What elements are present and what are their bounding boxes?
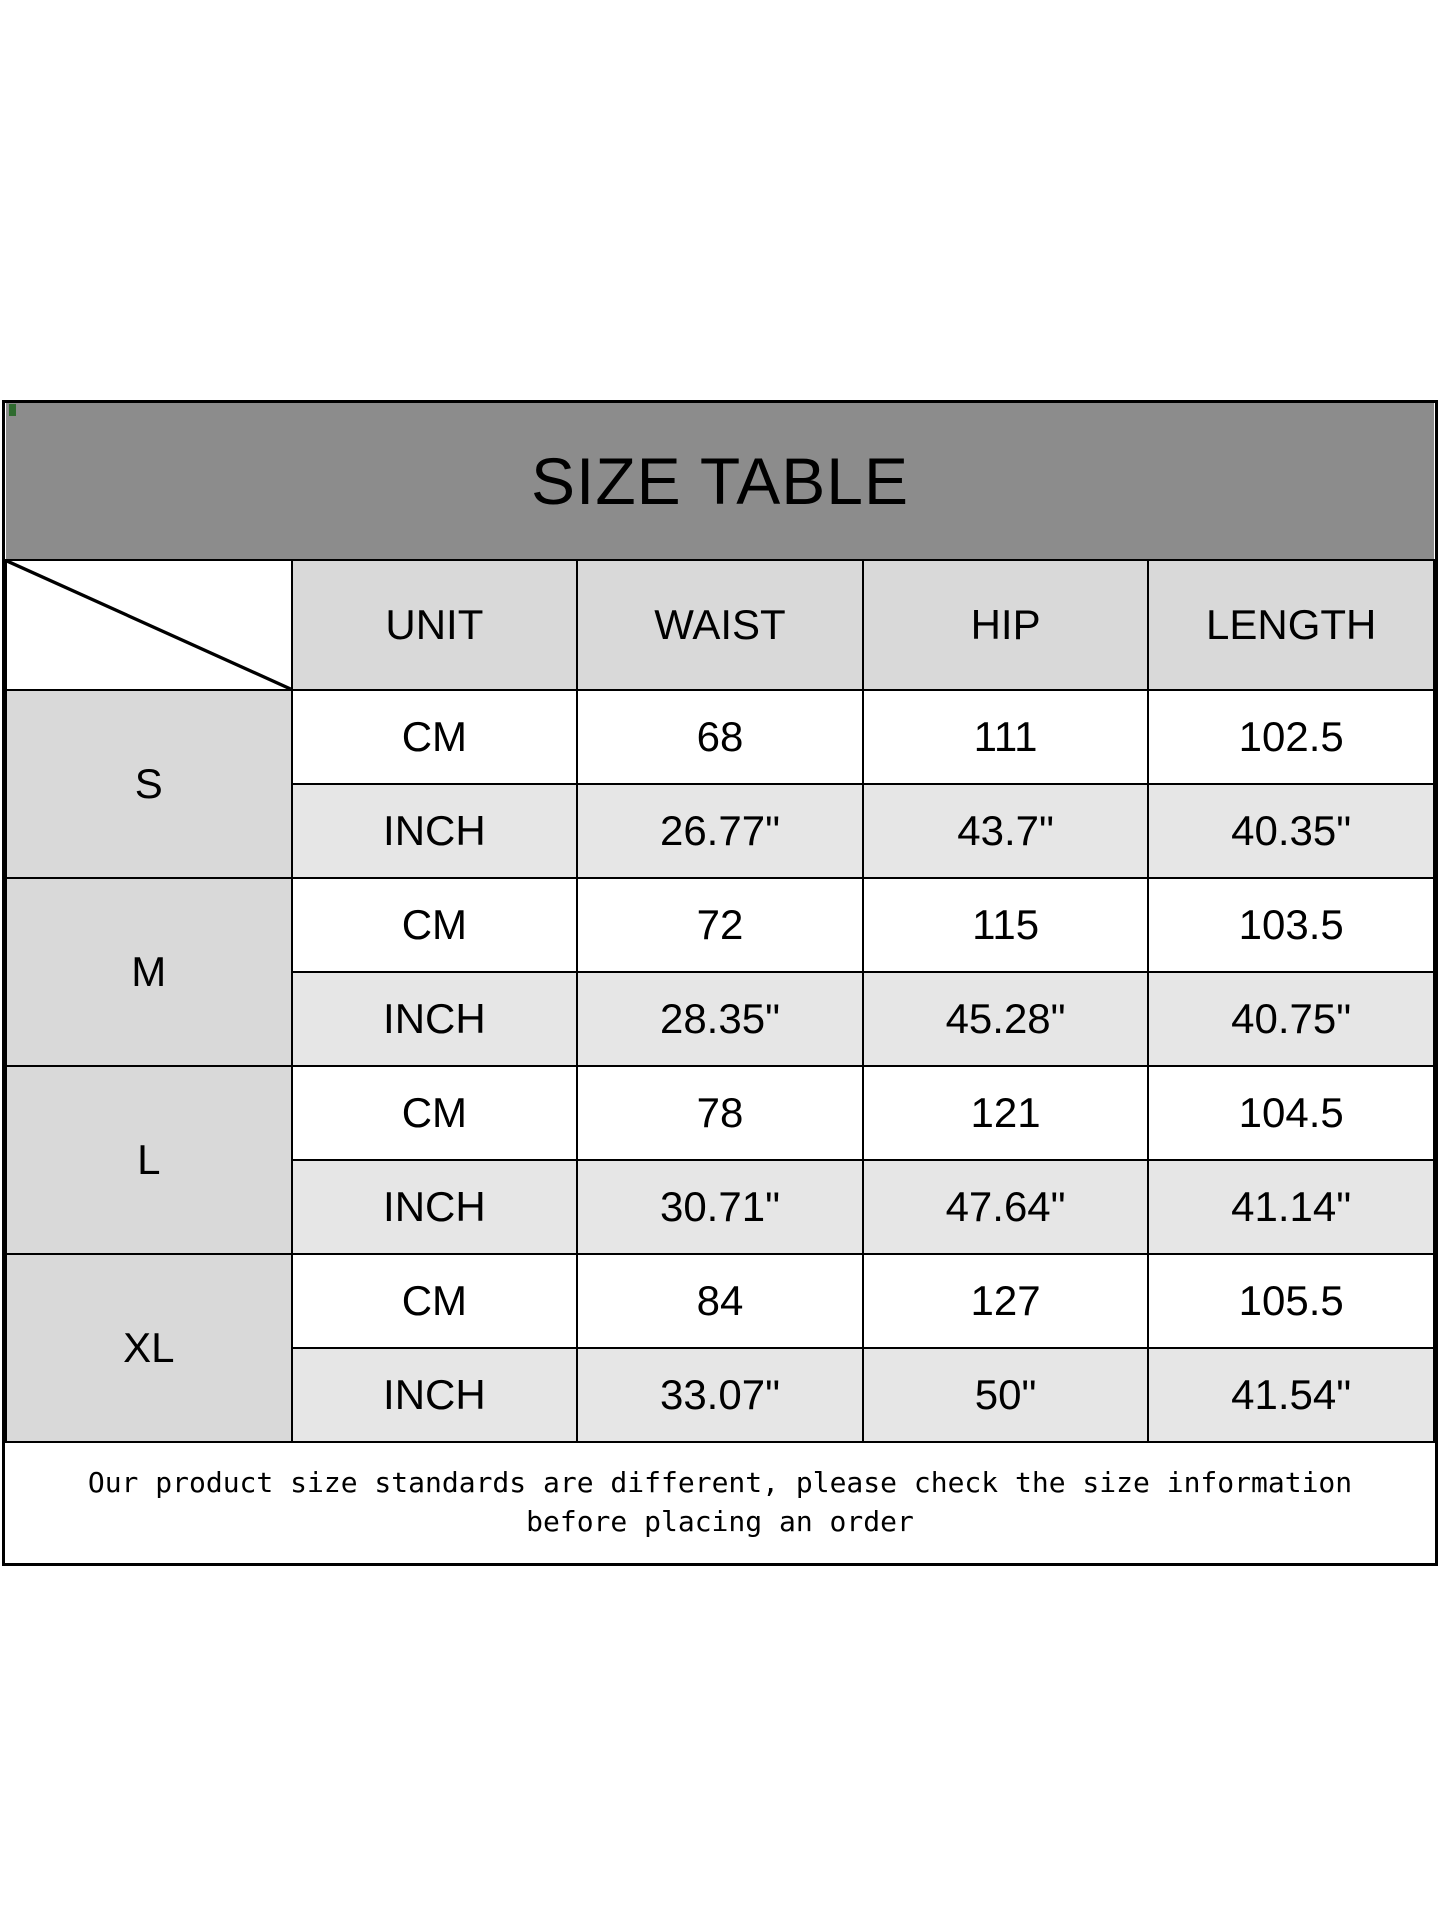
column-header-unit: UNIT (292, 560, 578, 690)
hip-inch: 50" (863, 1348, 1149, 1442)
unit-inch: INCH (292, 1160, 578, 1254)
unit-inch: INCH (292, 784, 578, 878)
column-header-length: LENGTH (1148, 560, 1434, 690)
column-header-hip: HIP (863, 560, 1149, 690)
hip-inch: 43.7" (863, 784, 1149, 878)
table-row (6, 1066, 1434, 1160)
table-row (6, 690, 1434, 784)
length-inch: 41.14" (1148, 1160, 1434, 1254)
hip-inch: 47.64" (863, 1160, 1149, 1254)
table-note-row (6, 1442, 1434, 1563)
table-row (6, 878, 1434, 972)
table-header-row (6, 560, 1434, 690)
table-row (6, 1254, 1434, 1348)
page-title: SIZE TABLE (6, 403, 1434, 560)
length-cm: 105.5 (1148, 1254, 1434, 1348)
waist-cm: 68 (577, 690, 863, 784)
size-table-container (2, 400, 1438, 1566)
waist-inch: 30.71" (577, 1160, 863, 1254)
unit-cm: CM (292, 690, 578, 784)
diagonal-slash-icon (7, 561, 291, 689)
length-cm: 102.5 (1148, 690, 1434, 784)
unit-inch: INCH (292, 1348, 578, 1442)
size-label-xl: XL (6, 1254, 292, 1442)
hip-inch: 45.28" (863, 972, 1149, 1066)
size-label-m: M (6, 878, 292, 1066)
waist-cm: 78 (577, 1066, 863, 1160)
column-header-waist: WAIST (577, 560, 863, 690)
waist-cm: 72 (577, 878, 863, 972)
unit-cm: CM (292, 1066, 578, 1160)
hip-cm: 111 (863, 690, 1149, 784)
table-title-row (6, 403, 1434, 560)
size-label-s: S (6, 690, 292, 878)
unit-inch: INCH (292, 972, 578, 1066)
waist-inch: 28.35" (577, 972, 863, 1066)
length-inch: 40.75" (1148, 972, 1434, 1066)
size-label-l: L (6, 1066, 292, 1254)
length-cm: 104.5 (1148, 1066, 1434, 1160)
hip-cm: 115 (863, 878, 1149, 972)
artifact-speck (9, 404, 16, 416)
waist-inch: 33.07" (577, 1348, 863, 1442)
waist-cm: 84 (577, 1254, 863, 1348)
length-inch: 40.35" (1148, 784, 1434, 878)
hip-cm: 127 (863, 1254, 1149, 1348)
unit-cm: CM (292, 878, 578, 972)
unit-cm: CM (292, 1254, 578, 1348)
size-note (6, 1442, 1434, 1563)
size-note-line1: Our product size standards are different, please check the size information (87, 1466, 1353, 1500)
size-table (5, 403, 1435, 1563)
length-inch: 41.54" (1148, 1348, 1434, 1442)
hip-cm: 121 (863, 1066, 1149, 1160)
waist-inch: 26.77" (577, 784, 863, 878)
size-note-line2: before placing an order (526, 1505, 914, 1538)
length-cm: 103.5 (1148, 878, 1434, 972)
corner-diagonal-cell (6, 560, 292, 690)
size-note-text (6, 1464, 1434, 1541)
